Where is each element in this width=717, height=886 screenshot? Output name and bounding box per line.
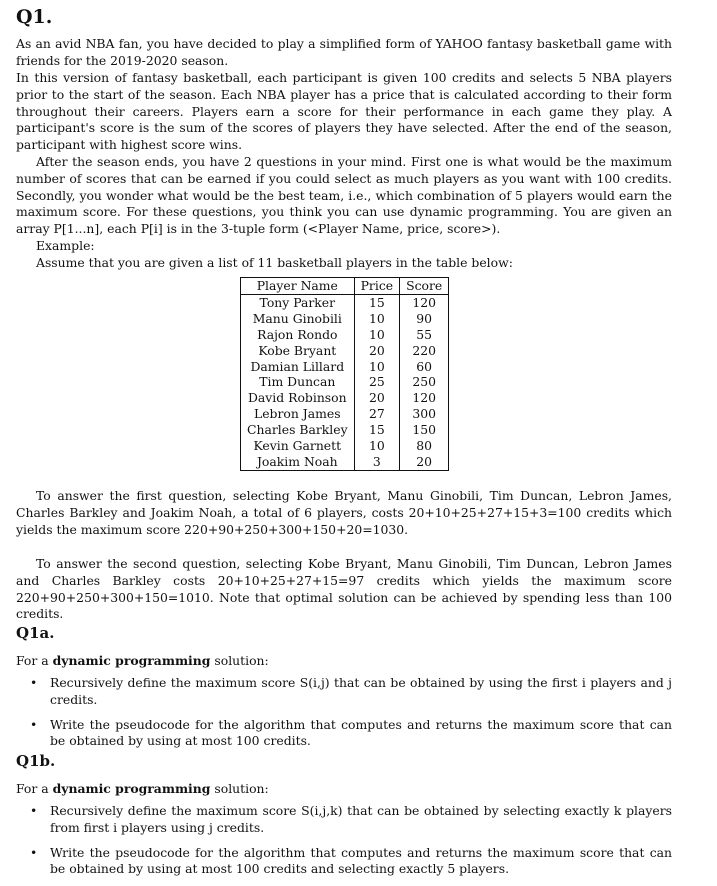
q1a-bullet-pseudocode: Write the pseudocode for the algorithm that computes and returns the maximum score that can be obtained by using at most 100 credits. bbox=[50, 716, 672, 749]
q1a-intro-bold: dynamic programming bbox=[52, 653, 211, 668]
player-name: Charles Barkley bbox=[241, 422, 355, 438]
player-price: 10 bbox=[354, 327, 400, 343]
player-name: Tony Parker bbox=[241, 294, 355, 310]
player-name: Manu Ginobili bbox=[241, 311, 355, 327]
player-price: 10 bbox=[354, 311, 400, 327]
bullet-icon: • bbox=[30, 675, 38, 690]
player-score: 220 bbox=[400, 343, 449, 359]
q1b-bullet-recursion: Recursively define the maximum score S(i,j,k) that can be obtained by selecting exactly k players from first i players using j credits. bbox=[50, 803, 672, 835]
table-row bbox=[241, 311, 449, 327]
player-score: 120 bbox=[400, 390, 449, 406]
q1b-heading: Q1b. bbox=[16, 752, 56, 770]
player-name: David Robinson bbox=[241, 390, 355, 406]
bullet-icon: • bbox=[30, 844, 38, 860]
q1-rules-paragraph: In this version of fantasy basketball, each participant is given 100 credits and selects 5 NBA players prior to the start of the season. Each NBA player has a price that is calculated according to their form throughout their careers. Players earn a score for their performance in each game they play. A participant's score is the sum of the scores of players they have selected. After the end of the season, participant with highest score wins. bbox=[16, 70, 672, 153]
header-price: Price bbox=[354, 278, 400, 295]
answer-second-question: To answer the second question, selecting Kobe Bryant, Manu Ginobili, Tim Duncan, Lebron James and Charles Barkley costs 20+10+25+27+15=97 credits which yields the maximum score 220+90+250+300+150=1010. Note that optimal solution can be achieved by spending less than 100 credits. bbox=[16, 556, 672, 622]
q1a-intro-prefix: For a bbox=[16, 653, 53, 668]
player-price: 3 bbox=[354, 454, 400, 470]
table-row bbox=[241, 438, 449, 454]
list-item bbox=[16, 717, 672, 751]
q1a-intro-suffix: solution: bbox=[210, 653, 269, 668]
player-score: 120 bbox=[400, 294, 449, 310]
player-score: 80 bbox=[400, 438, 449, 454]
player-price: 10 bbox=[354, 438, 400, 454]
q1a-heading: Q1a. bbox=[16, 624, 55, 642]
player-price: 15 bbox=[354, 294, 400, 310]
example-text: Assume that you are given a list of 11 basketball players in the table below: bbox=[36, 255, 513, 270]
table-row bbox=[241, 406, 449, 422]
player-score: 55 bbox=[400, 327, 449, 343]
player-name: Kevin Garnett bbox=[241, 438, 355, 454]
q1b-bullet-list bbox=[16, 803, 672, 886]
example-label: Example: bbox=[36, 238, 95, 253]
q1-heading: Q1. bbox=[16, 6, 53, 28]
player-score: 300 bbox=[400, 406, 449, 422]
q1b-intro-suffix: solution: bbox=[210, 781, 269, 796]
player-name: Damian Lillard bbox=[241, 359, 355, 375]
player-score: 60 bbox=[400, 359, 449, 375]
player-name: Lebron James bbox=[241, 406, 355, 422]
q1b-bullet-pseudocode: Write the pseudocode for the algorithm that computes and returns the maximum score that can be obtained by using at most 100 credits and selecting exactly 5 players. bbox=[50, 844, 672, 877]
player-score: 250 bbox=[400, 374, 449, 390]
q1b-intro-prefix: For a bbox=[16, 781, 53, 796]
bullet-icon: • bbox=[30, 716, 38, 732]
q1a-bullet-recursion: Recursively define the maximum score S(i,j) that can be obtained by using the first i players and j credits. bbox=[50, 675, 672, 707]
bullet-icon: • bbox=[30, 803, 38, 818]
player-score: 20 bbox=[400, 454, 449, 470]
player-price: 27 bbox=[354, 406, 400, 422]
q1b-intro-bold: dynamic programming bbox=[52, 781, 211, 796]
table-row bbox=[241, 359, 449, 375]
table-row bbox=[241, 390, 449, 406]
table-row bbox=[241, 422, 449, 438]
player-price: 10 bbox=[354, 359, 400, 375]
players-table bbox=[240, 277, 449, 471]
q1-questions-paragraph: After the season ends, you have 2 questions in your mind. First one is what would be the maximum number of scores that can be earned if you could select as much players as you want with 100 credits. Secondly, you wonder what would be the best team, i.e., which combination of 5 players would earn the maximum score. For these questions, you think you can use dynamic programming. You are given an array P[1...n], each P[i] is in the 3-tuple form (<Player Name, price, score>). bbox=[16, 154, 672, 237]
player-price: 15 bbox=[354, 422, 400, 438]
header-score: Score bbox=[400, 278, 449, 295]
table-row bbox=[241, 374, 449, 390]
player-score: 90 bbox=[400, 311, 449, 327]
q1a-intro bbox=[16, 653, 672, 670]
list-item bbox=[16, 845, 672, 879]
answer-first-question: To answer the first question, selecting Kobe Bryant, Manu Ginobili, Tim Duncan, Lebron James, Charles Barkley and Joakim Noah, a total of 6 players, costs 20+10+25+27+15+3=100 credits which yields the maximum score 220+90+250+300+150+20=1030. bbox=[16, 488, 672, 537]
q1a-bullet-list bbox=[16, 675, 672, 758]
table-row bbox=[241, 454, 449, 470]
list-item bbox=[16, 675, 672, 709]
list-item bbox=[16, 803, 672, 837]
player-price: 20 bbox=[354, 390, 400, 406]
player-price: 25 bbox=[354, 374, 400, 390]
player-name: Rajon Rondo bbox=[241, 327, 355, 343]
player-name: Tim Duncan bbox=[241, 374, 355, 390]
player-price: 20 bbox=[354, 343, 400, 359]
player-name: Kobe Bryant bbox=[241, 343, 355, 359]
table-row bbox=[241, 327, 449, 343]
table-row bbox=[241, 343, 449, 359]
header-player-name: Player Name bbox=[241, 278, 355, 295]
q1-intro-paragraph: As an avid NBA fan, you have decided to play a simplified form of YAHOO fantasy basketball game with friends for the 2019-2020 season. bbox=[16, 36, 672, 68]
player-name: Joakim Noah bbox=[241, 454, 355, 470]
player-score: 150 bbox=[400, 422, 449, 438]
q1b-intro bbox=[16, 781, 672, 798]
table-header-row bbox=[241, 278, 449, 295]
table-row bbox=[241, 294, 449, 310]
